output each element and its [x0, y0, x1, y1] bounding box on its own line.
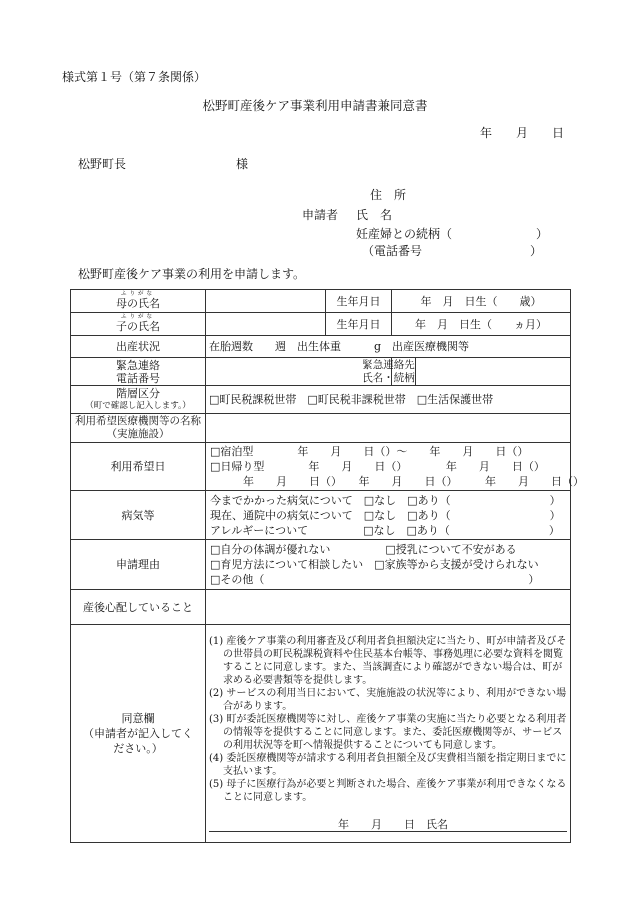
reason-line-3: □その他（ ） [210, 573, 540, 586]
child-name-label [71, 313, 206, 336]
consent-item-2: (2) サービスの利用当日において、実施施設の状況等により、利用ができない場合があります。 [209, 688, 567, 712]
child-row [71, 313, 571, 336]
reason-line-1: □自分の体調が優れない □授乳について不安がある [210, 543, 517, 556]
emergency-phone-label [71, 358, 206, 386]
child-birthdate-field[interactable]: 年 月 日生（ ヵ月） [392, 313, 571, 336]
mother-name-ruby: ふりがな [120, 291, 155, 298]
consent-item-4: (4) 委託医療機関等が請求する利用者負担額全及び実費相当額を指定期日までに支払います。 [209, 753, 567, 777]
facility-field[interactable] [206, 414, 571, 443]
consent-sub: （申請者が記入してください。） [83, 727, 193, 755]
mother-birthdate-label: 生年月日 [326, 290, 392, 313]
consent-text [206, 625, 571, 843]
desired-line-1: □宿泊型 年 月 日（）～ 年 月 日（） [210, 445, 529, 458]
reason-field[interactable] [206, 540, 571, 590]
child-name-ruby: ふりがな [120, 314, 155, 321]
reason-row [71, 540, 571, 590]
tier-row [71, 386, 571, 414]
document-title: 松野町産後ケア事業利用申請書兼同意書 [202, 98, 428, 113]
child-name-text: 子の氏名 [116, 319, 160, 333]
applicant-address: 住 所 [370, 188, 407, 202]
concerns-row [71, 590, 571, 625]
form-number: 様式第１号（第７条関係） [62, 70, 207, 84]
emergency-contact-label-2: 氏名・続柄 [362, 371, 415, 384]
illness-line-3: アレルギーについて □なし □あり（ ） [210, 523, 560, 537]
tier-note: （町で確認し記入します。） [85, 400, 191, 411]
emergency-phone-label-1: 緊急連絡 [116, 358, 160, 372]
consent-row [71, 625, 571, 843]
consent-item-1: (1) 産後ケア事業の利用審査及び利用者負担額決定に当たり、町が申請者及びその世帯員の町民税課税資料や住民基本台帳等、事務処理に必要な資料を閲覧することに同意します。また、当該調査により確認ができない場合は、町が求める必要書類等を提供します。 [209, 636, 567, 686]
delivery-row [71, 336, 571, 358]
tier-label [71, 386, 206, 414]
request-statement: 松野町産後ケア事業の利用を申請します。 [78, 267, 306, 281]
emergency-contact-field[interactable] [416, 358, 571, 386]
emergency-contact-label [362, 358, 416, 386]
mother-name-label [71, 290, 206, 313]
illness-field[interactable] [206, 491, 571, 540]
concerns-label: 産後心配していること [71, 590, 206, 625]
illness-label: 病気等 [71, 491, 206, 540]
mother-birthdate-field[interactable]: 年 月 日生（ 歳） [392, 290, 571, 313]
emergency-phone-label-2: 電話番号 [116, 371, 160, 385]
delivery-field[interactable]: 在胎週数 週 出生体重 g 出産医療機関等 [206, 336, 571, 358]
mother-row [71, 290, 571, 313]
emergency-contact-label-1: 緊急連絡先 [362, 358, 415, 371]
delivery-label: 出産状況 [71, 336, 206, 358]
desired-line-3: 年 月 日（） 年 月 日（） 年 月 日（） [210, 475, 584, 488]
facility-row [71, 414, 571, 443]
mother-name-field[interactable] [206, 290, 326, 313]
desired-dates-label: 利用希望日 [71, 443, 206, 491]
applicant-relation: 妊産婦との続柄（ ） [356, 227, 549, 241]
illness-line-2: 現在、通院中の病気について □なし □あり（ ） [210, 508, 561, 522]
facility-label [71, 414, 206, 443]
consent-item-5: (5) 母子に医療行為が必要と判断された場合、産後ケア事業が利用できなくなることに同意します。 [209, 779, 567, 803]
addressee: 松野町長 [78, 157, 127, 171]
mother-name-text: 母の氏名 [116, 296, 160, 310]
desired-dates-field[interactable] [206, 443, 584, 491]
consent-label-cell [71, 625, 206, 843]
desired-dates-row [71, 443, 571, 491]
facility-label-1: 利用希望医療機関等の名称 [75, 415, 201, 427]
emergency-row [71, 358, 571, 386]
child-birthdate-label: 生年月日 [326, 313, 392, 336]
application-table [70, 289, 584, 843]
applicant-phone: （電話番号 ） [362, 244, 543, 258]
facility-label-2: （実施施設） [106, 428, 170, 440]
illness-row [71, 491, 571, 540]
consent-label: 同意欄 [121, 712, 155, 725]
reason-line-2: □育児方法について相談したい □家族等から支援が受けられない [210, 558, 539, 571]
honorific: 様 [236, 157, 249, 171]
illness-line-1: 今までかかった病気について □なし □あり（ ） [210, 493, 561, 507]
signature-line[interactable]: 年 月 日 氏名 [209, 818, 567, 832]
tier-options[interactable]: □町民税課税世帯 □町民税非課税世帯 □生活保護世帯 [206, 386, 571, 414]
tier-label-text: 階層区分 [116, 386, 160, 400]
consent-item-3: (3) 町が委託医療機関等に対し、産後ケア事業の実施に当たり必要となる利用者の情報等を提供することに同意します。また、委託医療機関等が、サービスの利用状況等を町へ情報提供することについても同意します。 [209, 714, 567, 751]
desired-line-2: □日帰り型 年 月 日（） 年 月 日（） [210, 460, 545, 473]
child-name-field[interactable] [206, 313, 326, 336]
date-line: 年 月 日 [480, 126, 565, 140]
reason-label: 申請理由 [71, 540, 206, 590]
applicant-name: 氏 名 [356, 208, 393, 222]
applicant-label: 申請者 [302, 208, 339, 222]
concerns-field[interactable] [206, 590, 571, 625]
